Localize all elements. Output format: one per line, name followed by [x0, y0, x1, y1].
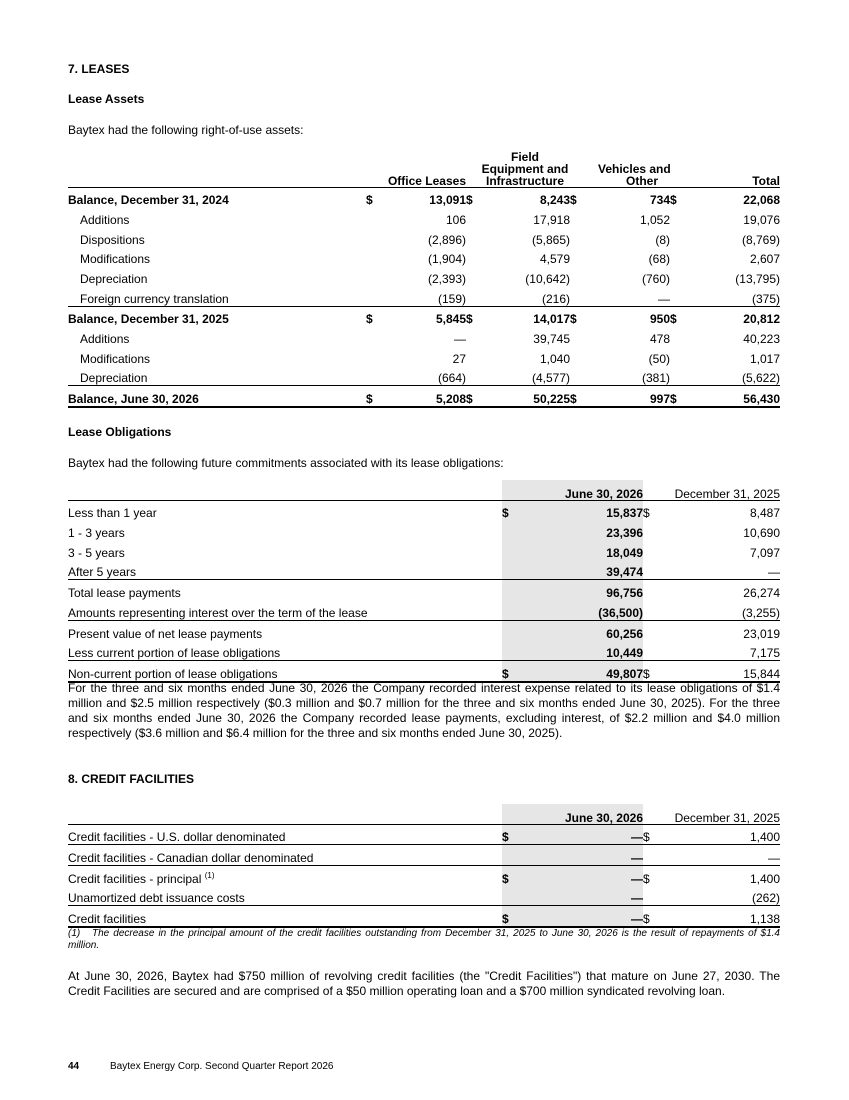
table-row	[68, 247, 780, 267]
lease-assets-intro: Baytex had the following right-of-use assets:	[68, 123, 304, 137]
table-row	[68, 560, 780, 580]
currency-symbol	[366, 326, 380, 346]
row-label	[68, 886, 502, 906]
row-label: Present value of net lease payments	[68, 626, 263, 641]
cell-total: 56,430	[684, 386, 780, 407]
cell-field-equipment: 1,040	[539, 351, 570, 366]
cell-dec-2025: —	[661, 845, 780, 866]
row-label: Dispositions	[80, 232, 145, 247]
cell-june-2026: —	[520, 845, 643, 866]
currency-symbol	[643, 580, 661, 600]
cell-total: 2,607	[749, 252, 780, 267]
cell-total: (13,795)	[735, 271, 780, 286]
header-office-leases: Office Leases	[387, 173, 466, 188]
row-label: 1 - 3 years	[68, 526, 125, 541]
row-label: 3 - 5 years	[68, 545, 125, 560]
header-dec-2025: December 31, 2025	[661, 480, 780, 500]
cell-june-2026: —	[520, 886, 643, 906]
currency-symbol: $	[570, 386, 584, 407]
currency-symbol: $	[502, 866, 520, 886]
currency-symbol: $	[502, 824, 520, 845]
cell-june-2026: 18,049	[520, 540, 643, 560]
footnote-ref: (1)	[204, 870, 215, 880]
row-label: Modifications	[80, 351, 151, 366]
row-label: Amounts representing interest over the term of the lease	[68, 600, 502, 620]
table-row	[68, 620, 780, 640]
cell-dec-2025: (262)	[661, 886, 780, 906]
currency-symbol	[366, 227, 380, 247]
row-label: Less than 1 year	[68, 506, 157, 521]
currency-symbol	[570, 346, 584, 366]
currency-symbol	[366, 266, 380, 286]
table-row	[68, 386, 780, 407]
lease-obligations-title: Lease Obligations	[68, 425, 172, 439]
table-row	[68, 187, 780, 207]
currency-symbol	[466, 247, 480, 267]
cell-field-equipment: 17,918	[533, 212, 570, 227]
lease-obligations-table	[68, 480, 780, 683]
cell-total: (375)	[684, 286, 780, 306]
row-label-text: Credit facilities	[68, 912, 147, 927]
table-row	[68, 346, 780, 366]
currency-symbol	[570, 326, 584, 346]
table-row	[68, 306, 780, 326]
cell-dec-2025: 1,400	[749, 871, 780, 886]
table-row	[68, 326, 780, 346]
table-row	[68, 845, 780, 866]
cell-june-2026: 49,807	[520, 661, 643, 682]
header-june-2026: June 30, 2026	[520, 480, 643, 500]
footer-report-title: Baytex Energy Corp. Second Quarter Report 2026	[110, 1061, 334, 1072]
cell-field-equipment: 50,225	[480, 386, 570, 407]
currency-symbol	[366, 346, 380, 366]
cell-field-equipment: 14,017	[480, 306, 570, 326]
row-label: Non-current portion of lease obligations	[68, 661, 502, 682]
table-row	[68, 661, 780, 682]
row-label	[68, 824, 502, 845]
cell-june-2026: 10,449	[520, 641, 643, 661]
currency-symbol	[670, 346, 684, 366]
currency-symbol: $	[366, 306, 380, 326]
cell-june-2026: 39,474	[520, 560, 643, 580]
cell-dec-2025: —	[661, 560, 780, 580]
currency-symbol	[670, 326, 684, 346]
currency-symbol	[570, 366, 584, 386]
currency-symbol	[643, 845, 661, 866]
currency-symbol	[466, 326, 480, 346]
table-row	[68, 500, 780, 520]
currency-symbol: $	[366, 386, 380, 407]
currency-symbol	[366, 366, 380, 386]
cell-field-equipment: 39,745	[533, 332, 570, 346]
currency-symbol	[643, 540, 661, 560]
currency-symbol	[502, 540, 520, 560]
row-label	[68, 845, 502, 866]
table-row	[68, 227, 780, 247]
cell-dec-2025: 23,019	[743, 626, 780, 641]
cell-office-leases: (2,896)	[427, 232, 466, 247]
currency-symbol	[366, 207, 380, 227]
currency-symbol	[643, 886, 661, 906]
cell-june-2026: 15,837	[520, 500, 643, 520]
cell-vehicles-other: 950	[584, 306, 670, 326]
currency-symbol	[570, 227, 584, 247]
table-row	[68, 641, 780, 661]
cell-office-leases: (159)	[380, 286, 466, 306]
credit-footnote	[68, 928, 780, 952]
row-label-text: Credit facilities - U.S. dollar denominated	[68, 830, 286, 845]
row-label: Depreciation	[80, 271, 148, 286]
currency-symbol: $	[670, 187, 684, 207]
currency-symbol	[502, 600, 520, 620]
cell-dec-2025: (3,255)	[661, 600, 780, 620]
cell-office-leases: 5,208	[380, 386, 466, 407]
table-row	[68, 580, 780, 600]
table-row	[68, 906, 780, 927]
cell-office-leases: 27	[452, 351, 466, 366]
row-label-text: Credit facilities - principal	[68, 871, 205, 886]
currency-symbol: $	[670, 386, 684, 407]
cell-office-leases: 5,845	[380, 306, 466, 326]
cell-vehicles-other: 1,052	[639, 212, 670, 227]
row-label	[68, 906, 502, 927]
currency-symbol	[502, 520, 520, 540]
footnote-text: The decrease in the principal amount of the credit facilities outstanding from December 31, 2025 to June 30, 2026 is the result of repayments of $1.4 million.	[68, 928, 780, 951]
cell-field-equipment: (216)	[480, 286, 570, 306]
section-heading-leases: 7. LEASES	[68, 62, 130, 76]
row-label: Balance, December 31, 2024	[68, 187, 366, 207]
currency-symbol	[570, 266, 584, 286]
cell-vehicles-other: 734	[584, 187, 670, 207]
cell-field-equipment: 8,243	[480, 187, 570, 207]
cell-dec-2025: 7,175	[661, 641, 780, 661]
lease-interest-paragraph: For the three and six months ended June 30, 2026 the Company recorded interest expense related to its lease obligations of $1.4 million and $2.5 million respectively ($0.3 million and $0.7 million for the three and six months ended June 30, 2025). For the three and six months ended June 30, 2026 the Company recorded lease payments, excluding interest, of $2.2 million and $4.0 million respectively ($3.6 million and $6.4 million for the three and six months ended June 30, 2025).	[68, 681, 780, 740]
currency-symbol	[466, 207, 480, 227]
currency-symbol	[643, 600, 661, 620]
currency-symbol: $	[466, 306, 480, 326]
currency-symbol: $	[502, 500, 520, 520]
row-label: Foreign currency translation	[68, 286, 366, 306]
currency-symbol	[570, 286, 584, 306]
row-label: Modifications	[80, 252, 151, 267]
cell-june-2026: —	[520, 866, 643, 886]
row-label-text: Unamortized debt issuance costs	[68, 891, 245, 906]
cell-vehicles-other: (760)	[641, 271, 670, 286]
currency-symbol	[643, 520, 661, 540]
currency-symbol	[643, 560, 661, 580]
currency-symbol: $	[570, 187, 584, 207]
table-row	[68, 866, 780, 886]
currency-symbol: $	[643, 506, 650, 521]
cell-total: (5,622)	[741, 371, 780, 386]
cell-vehicles-other: —	[584, 286, 670, 306]
cell-vehicles-other: (68)	[648, 252, 670, 267]
currency-symbol: $	[643, 906, 661, 927]
cell-total: 19,076	[743, 212, 780, 227]
footnote-marker: (1)	[68, 928, 81, 939]
currency-symbol: $	[366, 187, 380, 207]
currency-symbol	[466, 266, 480, 286]
table-row	[68, 600, 780, 620]
cell-dec-2025: 10,690	[743, 526, 780, 541]
credit-facilities-table	[68, 804, 780, 928]
cell-dec-2025: 1,138	[661, 906, 780, 927]
currency-symbol	[502, 560, 520, 580]
currency-symbol: $	[466, 386, 480, 407]
cell-vehicles-other: (381)	[641, 371, 670, 386]
cell-field-equipment: (5,865)	[531, 232, 570, 247]
row-label: Additions	[80, 212, 130, 227]
table-row	[68, 286, 780, 306]
currency-symbol	[670, 227, 684, 247]
cell-vehicles-other: (50)	[648, 351, 670, 366]
cell-june-2026: 23,396	[520, 520, 643, 540]
header-june-2026: June 30, 2026	[520, 804, 643, 824]
cell-office-leases: (664)	[437, 371, 466, 386]
currency-symbol	[466, 286, 480, 306]
cell-total: 40,223	[743, 332, 780, 346]
currency-symbol: $	[570, 306, 584, 326]
cell-vehicles-other: (8)	[655, 232, 670, 247]
lease-assets-table	[68, 143, 780, 408]
cell-dec-2025: 1,400	[661, 824, 780, 845]
cell-dec-2025: 26,274	[743, 586, 780, 601]
header-vehicles-other: Vehicles and Other	[598, 161, 671, 188]
currency-symbol	[502, 886, 520, 906]
header-total: Total	[752, 173, 780, 188]
row-label: Less current portion of lease obligations	[68, 641, 502, 661]
lease-assets-title: Lease Assets	[68, 92, 145, 106]
cell-office-leases: —	[454, 332, 466, 346]
cell-dec-2025: 7,097	[749, 545, 780, 560]
currency-symbol	[643, 641, 661, 661]
table-row	[68, 824, 780, 845]
currency-symbol	[670, 366, 684, 386]
row-label	[68, 866, 502, 886]
currency-symbol: $	[502, 661, 520, 682]
cell-total: 1,017	[749, 351, 780, 366]
cell-june-2026: —	[520, 906, 643, 927]
credit-facilities-paragraph: At June 30, 2026, Baytex had $750 million of revolving credit facilities (the "Credit Facilities") that mature on June 27, 2030. The Credit Facilities are secured and are comprised of a $50 million operating loan and a $700 million syndicated revolving loan.	[68, 969, 780, 998]
row-label: Balance, June 30, 2026	[68, 386, 366, 407]
cell-total: 20,812	[684, 306, 780, 326]
currency-symbol	[366, 286, 380, 306]
cell-field-equipment: (4,577)	[531, 371, 570, 386]
currency-symbol	[502, 580, 520, 600]
currency-symbol	[670, 207, 684, 227]
cell-office-leases: (2,393)	[427, 271, 466, 286]
cell-june-2026: 60,256	[520, 620, 643, 640]
cell-dec-2025: 8,487	[749, 506, 780, 521]
currency-symbol	[502, 620, 520, 640]
cell-field-equipment: 4,579	[539, 252, 570, 267]
row-label: Depreciation	[80, 371, 148, 386]
currency-symbol	[502, 845, 520, 866]
cell-vehicles-other: 997	[584, 386, 670, 407]
cell-total: (8,769)	[741, 232, 780, 247]
row-label: Balance, December 31, 2025	[68, 306, 366, 326]
currency-symbol	[570, 207, 584, 227]
page-number: 44	[68, 1061, 80, 1072]
table-row	[68, 207, 780, 227]
cell-dec-2025: 15,844	[661, 661, 780, 682]
table-row	[68, 886, 780, 906]
currency-symbol: $	[643, 871, 650, 886]
currency-symbol	[570, 247, 584, 267]
cell-office-leases: 106	[445, 212, 466, 227]
row-label: Total lease payments	[68, 586, 181, 601]
currency-symbol	[670, 247, 684, 267]
lease-obligations-intro: Baytex had the following future commitments associated with its lease obligations:	[68, 456, 504, 470]
section-heading-credit-facilities: 8. CREDIT FACILITIES	[68, 772, 195, 786]
currency-symbol	[466, 366, 480, 386]
cell-vehicles-other: 478	[649, 332, 670, 346]
table-row	[68, 366, 780, 386]
currency-symbol	[643, 620, 661, 640]
cell-office-leases: (1,904)	[427, 252, 466, 267]
table-row	[68, 266, 780, 286]
cell-total: 22,068	[684, 187, 780, 207]
cell-june-2026: (36,500)	[520, 600, 643, 620]
currency-symbol	[670, 286, 684, 306]
table-row	[68, 520, 780, 540]
currency-symbol	[670, 266, 684, 286]
cell-june-2026: —	[520, 824, 643, 845]
header-dec-2025: December 31, 2025	[661, 804, 780, 824]
row-label-text: Credit facilities - Canadian dollar denominated	[68, 851, 314, 866]
table-row	[68, 540, 780, 560]
cell-june-2026: 96,756	[520, 580, 643, 600]
row-label: After 5 years	[68, 560, 502, 580]
header-field-equipment: Field Equipment and Infrastructure	[481, 149, 569, 188]
currency-symbol	[502, 641, 520, 661]
cell-office-leases: 13,091	[380, 187, 466, 207]
row-label: Additions	[80, 332, 130, 346]
cell-field-equipment: (10,642)	[525, 271, 570, 286]
currency-symbol: $	[502, 906, 520, 927]
currency-symbol	[366, 247, 380, 267]
currency-symbol: $	[466, 187, 480, 207]
currency-symbol: $	[643, 661, 661, 682]
currency-symbol	[466, 346, 480, 366]
currency-symbol: $	[670, 306, 684, 326]
currency-symbol: $	[643, 824, 661, 845]
currency-symbol	[466, 227, 480, 247]
